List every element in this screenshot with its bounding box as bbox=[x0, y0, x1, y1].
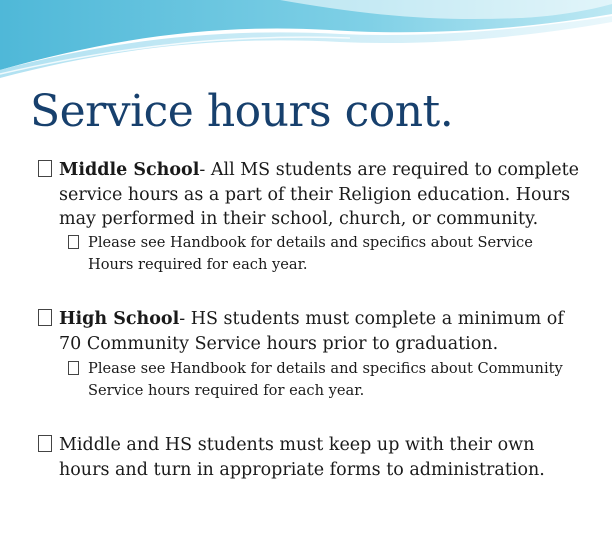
decorative-wave-banner bbox=[0, 0, 612, 80]
bullet-box-icon bbox=[38, 160, 52, 177]
bullet-box-icon bbox=[38, 309, 52, 326]
bullet-middle-school bbox=[38, 158, 583, 232]
sub-bullet-high-school bbox=[68, 358, 568, 402]
bullet-forms bbox=[38, 433, 583, 482]
sub-bullet-text: Please see Handbook for details and specifics about Community Service hours required for each year. bbox=[88, 360, 563, 399]
sub-bullet-middle-school bbox=[68, 232, 568, 276]
bullet-body: - HS students must complete a minimum of 70 Community Service hours prior to graduation. bbox=[59, 309, 564, 354]
bullet-box-icon bbox=[38, 435, 52, 452]
bullet-text bbox=[59, 307, 583, 356]
bullet-body: - All MS students are required to complete service hours as a part of their Religion education. Hours may performed in their school, church, or community. bbox=[59, 160, 580, 229]
sub-bullet-box-icon bbox=[68, 361, 79, 375]
sub-bullet-box-icon bbox=[68, 235, 79, 249]
bullet-body: Middle and HS students must keep up with their own hours and turn in appropriate forms to administration. bbox=[59, 435, 545, 480]
bullet-lead: Middle School bbox=[59, 160, 200, 180]
bullet-high-school bbox=[38, 307, 583, 356]
slide-title: Service hours cont. bbox=[30, 86, 454, 137]
bullet-lead: High School bbox=[59, 309, 180, 329]
sub-bullet-text: Please see Handbook for details and specifics about Service Hours required for each year. bbox=[88, 234, 533, 273]
bullet-text bbox=[59, 158, 583, 232]
